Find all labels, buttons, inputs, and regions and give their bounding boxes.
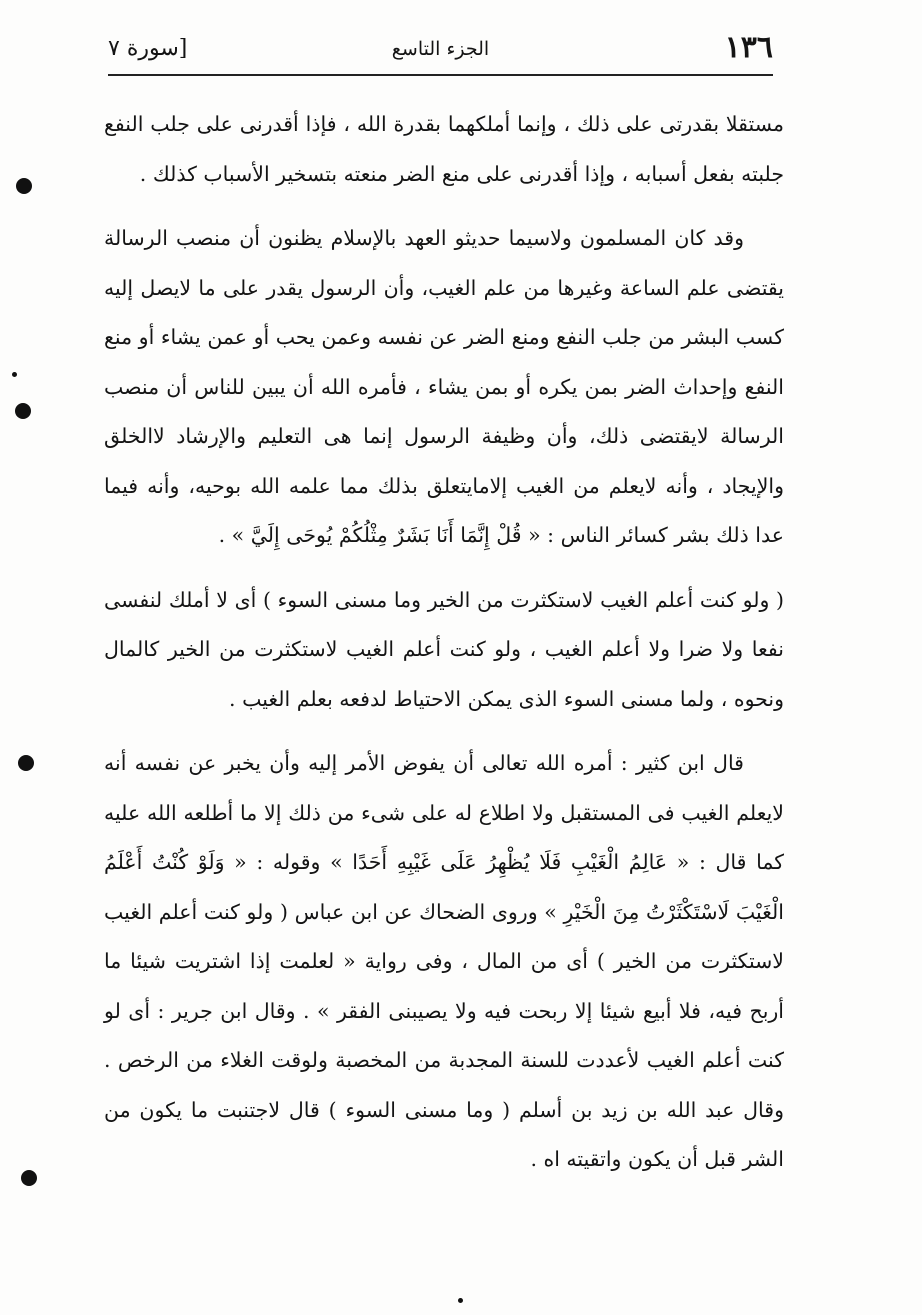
ink-speck <box>12 372 17 377</box>
paragraph-3: ( ولو كنت أعلم الغيب لاستكثرت من الخير وما مسنى السوء ) أى لا أملك لنفسى نفعا ولا ضرا ولا أعلم الغيب ، ولو كنت أعلم الغيب لاستكثرت من الخير كالمال ونحوه ، ولما مسنى السوء الذى يمكن الاحتياط لدفعه بعلم الغيب . <box>104 587 784 711</box>
page-number: ١٣٦ <box>724 30 773 65</box>
header-rule <box>108 74 773 76</box>
ink-speck <box>15 403 31 419</box>
running-header <box>108 28 773 76</box>
paragraph-1: مستقلا بقدرتى على ذلك ، وإنما أملكهما بقدرة الله ، فإذا أقدرنى على جلب النفع جلبته بفعل أسبابه ، وإذا أقدرنى على منع الضر منعته بتسخير الأسباب كذلك . <box>104 112 784 186</box>
ink-speck <box>18 755 34 771</box>
page-body <box>104 100 784 1185</box>
ink-speck <box>16 178 32 194</box>
paragraph-4: قال ابن كثير : أمره الله تعالى أن يفوض الأمر إليه وأن يخبر عن نفسه أنه لايعلم الغيب فى المستقبل ولا اطلاع له على شىء من ذلك إلا ما أطلعه الله عليه كما قال : « عَالِمُ الْغَيْبِ فَلَا يُظْهِرُ عَلَى غَيْبِهِ أَحَدًا » وقوله : « وَلَوْ كُنْتُ أَعْلَمُ الْغَيْبَ لَاسْتَكْثَرْتُ مِنَ الْخَيْرِ » وروى الضحاك عن ابن عباس ( ولو كنت أعلم الغيب لاستكثرت من الخير ) أى من المال ، وفى رواية « لعلمت إذا اشتريت شيئا ما أربح فيه، فلا أبيع شيئا إلا ربحت فيه ولا يصيبنى الفقر » . وقال ابن جرير : أى لو كنت أعلم الغيب لأعددت للسنة المجدبة من المخصبة ولوقت الغلاء من الرخص . وقال عبد الله بن زيد بن أسلم ( وما مسنى السوء ) قال لاجتنبت ما يكون من الشر قبل أن يكون واتقيته اه . <box>104 751 784 1171</box>
running-title: الجزء التاسع <box>391 38 490 60</box>
ink-speck <box>458 1298 463 1303</box>
ink-speck <box>21 1170 37 1186</box>
surah-label: [سورة ٧ <box>108 36 188 61</box>
paragraph-2: وقد كان المسلمون ولاسيما حديثو العهد بالإسلام يظنون أن منصب الرسالة يقتضى علم الساعة وغيرها من علم الغيب، وأن الرسول يقدر على ما لايصل إليه كسب البشر من جلب النفع ومنع الضر عن نفسه وعمن يحب أو عمن يشاء أو منع النفع وإحداث الضر بمن يكره أو بمن يشاء ، فأمره الله أن يبين للناس أن منصب الرسالة لايقتضى ذلك، وأن وظيفة الرسول إنما هى التعليم والإرشاد لاالخلق والإيجاد ، وأنه لايعلم من الغيب إلامايتعلق بذلك مما علمه الله بوحيه، وأنه فيما عدا ذلك بشر كسائر الناس : « قُلْ إِنَّمَا أَنَا بَشَرٌ مِثْلُكُمْ يُوحَى إِلَيَّ » . <box>104 226 784 547</box>
